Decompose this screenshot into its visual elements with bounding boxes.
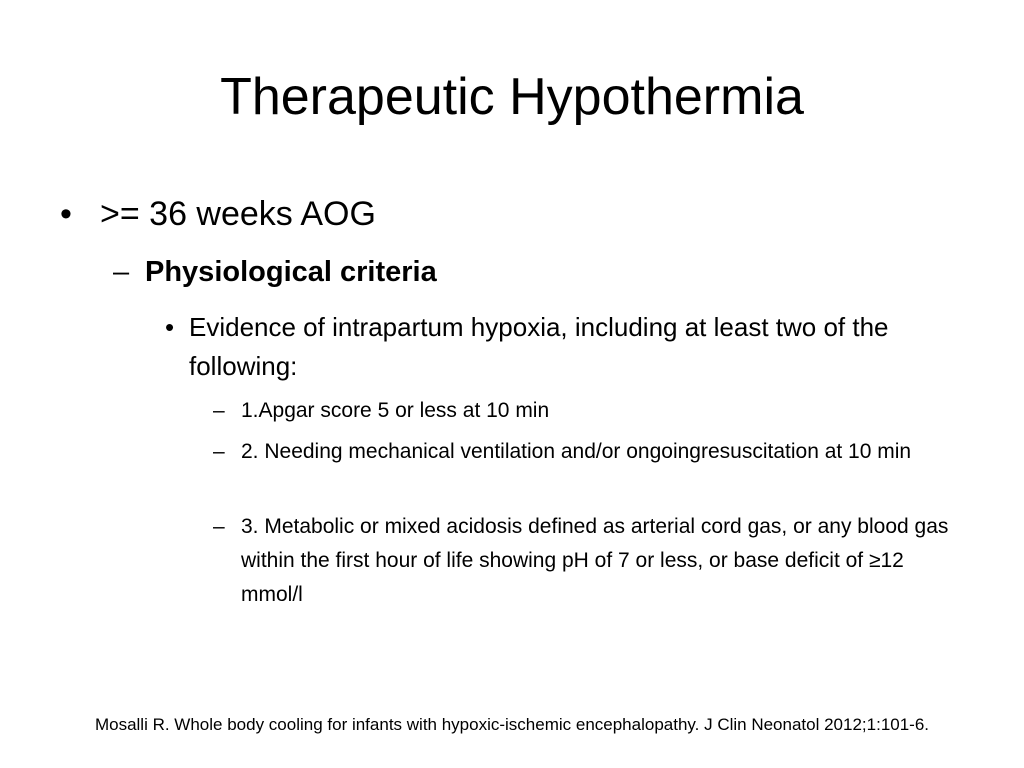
bullet-text-apgar: 1.Apgar score 5 or less at 10 min	[241, 399, 550, 422]
bullet-text-physiological-criteria: Physiological criteria	[145, 256, 437, 288]
dash-marker: –	[213, 440, 225, 463]
bullet-level1	[60, 191, 376, 237]
citation-footnote: Mosalli R. Whole body cooling for infants with hypoxic-ischemic encephalopathy. J Clin Neonatol 2012;1:101-6.	[94, 715, 930, 734]
bullet-level4-acidosis	[213, 510, 963, 612]
dash-marker: –	[213, 515, 225, 538]
slide-title: Therapeutic Hypothermia	[220, 68, 804, 126]
bullet-level4-ventilation	[213, 435, 963, 469]
bullet-text-hypoxia-evidence: Evidence of intrapartum hypoxia, including at least two of the following:	[189, 312, 889, 381]
bullet-level4-apgar	[213, 394, 963, 428]
dash-marker: –	[113, 256, 130, 288]
bullet-marker: •	[60, 195, 72, 233]
bullet-text-gestational-age: >= 36 weeks AOG	[100, 195, 376, 233]
dash-marker: –	[213, 399, 225, 422]
bullet-marker: •	[165, 312, 175, 342]
bullet-text-ventilation: 2. Needing mechanical ventilation and/or ongoingresuscitation at 10 min	[241, 440, 912, 463]
bullet-level2	[113, 252, 437, 292]
bullet-text-acidosis: 3. Metabolic or mixed acidosis defined as arterial cord gas, or any blood gas within the first hour of life showing pH of 7 or less, or base deficit of ≥12 mmol/l	[241, 515, 949, 606]
bullet-level3	[165, 308, 965, 386]
